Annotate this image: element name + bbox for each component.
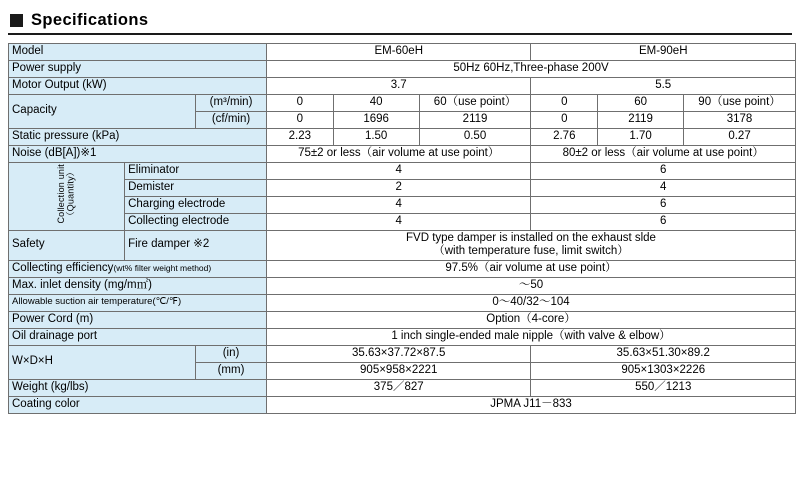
- row-label-inlet-density: Max. inlet density (mg/m㎡): [9, 277, 267, 294]
- row-label-demister: Demister: [125, 179, 267, 196]
- table-row-dimensions-in: [9, 345, 796, 362]
- cell-capacity-m3-col1-b: 40: [333, 94, 419, 111]
- efficiency-label-note: (wt% filter weight method): [113, 262, 212, 273]
- cell-capacity-cf-col2-c: 3178: [684, 111, 796, 128]
- page-heading: [8, 12, 792, 35]
- dimensions-unit-in: (in): [196, 345, 267, 362]
- capacity-unit-cf: (cf/min): [196, 111, 267, 128]
- row-label-charging-electrode: Charging electrode: [125, 196, 267, 213]
- cell-static-col2-a: 2.76: [531, 128, 598, 145]
- cell-dimensions-mm-col1: 905×958×2221: [267, 362, 531, 379]
- table-row-weight: [9, 379, 796, 396]
- table-row-collecting-efficiency: [9, 260, 796, 277]
- table-row-collecting-electrode: [9, 213, 796, 230]
- table-row-noise: [9, 145, 796, 162]
- cell-oil-drainage-value: 1 inch single-ended male nipple（with valve & elbow）: [267, 328, 796, 345]
- table-row-inlet-density: [9, 277, 796, 294]
- cell-inlet-density-value: ～50: [267, 277, 796, 294]
- cell-coating-color-value: JPMA J11－833: [267, 396, 796, 413]
- cell-collecting-electrode-col2: 6: [531, 213, 796, 230]
- square-marker-icon: [10, 14, 23, 27]
- row-label-eliminator: Eliminator: [125, 162, 267, 179]
- table-row-safety: [9, 230, 796, 260]
- table-row-oil-drainage: [9, 328, 796, 345]
- cell-model-em60eh: EM-60eH: [267, 43, 531, 60]
- cell-charging-electrode-col1: 4: [267, 196, 531, 213]
- row-label-collecting-efficiency: [9, 260, 267, 277]
- cell-motor-output-col1: 3.7: [267, 77, 531, 94]
- row-label-dimensions: W×D×H: [9, 345, 196, 379]
- cell-static-col1-a: 2.23: [267, 128, 334, 145]
- safety-line-1: FVD type damper is installed on the exhaust slde: [406, 231, 656, 244]
- cell-capacity-m3-col2-c: 90（use point）: [684, 94, 796, 111]
- row-label-static-pressure: Static pressure (kPa): [9, 128, 267, 145]
- cell-static-col1-b: 1.50: [333, 128, 419, 145]
- cell-static-col1-c: 0.50: [419, 128, 531, 145]
- cell-capacity-cf-col1-a: 0: [267, 111, 334, 128]
- table-row-coating-color: [9, 396, 796, 413]
- cell-noise-col2: 80±2 or less（air volume at use point）: [531, 145, 796, 162]
- table-row-demister: [9, 179, 796, 196]
- cell-capacity-m3-col2-a: 0: [531, 94, 598, 111]
- row-label-power-supply: Power supply: [9, 60, 267, 77]
- cell-capacity-m3-col1-a: 0: [267, 94, 334, 111]
- page-title: Specifications: [31, 11, 149, 29]
- cell-eliminator-col2: 6: [531, 162, 796, 179]
- table-row-motor-output: [9, 77, 796, 94]
- collection-unit-vertical-text: Collection unit （Quantity）: [56, 164, 76, 224]
- specifications-table: [8, 43, 796, 414]
- cell-dimensions-in-col2: 35.63×51.30×89.2: [531, 345, 796, 362]
- safety-line-2: （with temperature fuse, limit switch）: [433, 245, 629, 257]
- row-label-safety: Safety: [9, 230, 125, 260]
- cell-capacity-cf-col2-a: 0: [531, 111, 598, 128]
- cell-model-em90eh: EM-90eH: [531, 43, 796, 60]
- table-row-capacity-m3: [9, 94, 796, 111]
- row-label-power-cord: Power Cord (m): [9, 311, 267, 328]
- cell-collecting-efficiency-value: 97.5%（air volume at use point）: [267, 260, 796, 277]
- cell-capacity-cf-col1-c: 2119: [419, 111, 531, 128]
- cell-power-cord-value: Option（4-core）: [267, 311, 796, 328]
- table-row-power-supply: [9, 60, 796, 77]
- table-row-model: [9, 43, 796, 60]
- cell-capacity-cf-col1-b: 1696: [333, 111, 419, 128]
- row-label-capacity: Capacity: [9, 94, 196, 128]
- row-label-coating-color: Coating color: [9, 396, 267, 413]
- row-label-suction-temperature: Allowable suction air temperature(℃/℉): [9, 294, 267, 311]
- cell-power-supply-value: 50Hz 60Hz,Three-phase 200V: [267, 60, 796, 77]
- cell-static-col2-c: 0.27: [684, 128, 796, 145]
- table-row-power-cord: [9, 311, 796, 328]
- cell-safety-value: [267, 230, 796, 260]
- row-label-weight: Weight (kg/lbs): [9, 379, 267, 396]
- cell-capacity-cf-col2-b: 2119: [598, 111, 684, 128]
- cell-static-col2-b: 1.70: [598, 128, 684, 145]
- cell-suction-temperature-value: 0～40/32～104: [267, 294, 796, 311]
- efficiency-label-main: Collecting efficiency: [12, 261, 114, 274]
- cell-charging-electrode-col2: 6: [531, 196, 796, 213]
- cell-capacity-m3-col1-c: 60（use point）: [419, 94, 531, 111]
- cell-collecting-electrode-col1: 4: [267, 213, 531, 230]
- row-label-model: Model: [9, 43, 267, 60]
- cell-demister-col2: 4: [531, 179, 796, 196]
- row-label-collecting-electrode: Collecting electrode: [125, 213, 267, 230]
- cell-capacity-m3-col2-b: 60: [598, 94, 684, 111]
- cell-eliminator-col1: 4: [267, 162, 531, 179]
- row-label-motor-output: Motor Output (kW): [9, 77, 267, 94]
- capacity-unit-m3: (m³/min): [196, 94, 267, 111]
- cell-noise-col1: 75±2 or less（air volume at use point）: [267, 145, 531, 162]
- table-row-charging-electrode: [9, 196, 796, 213]
- table-row-eliminator: [9, 162, 796, 179]
- cell-weight-col1: 375／827: [267, 379, 531, 396]
- row-label-noise: Noise (dB[A])※1: [9, 145, 267, 162]
- table-row-static-pressure: [9, 128, 796, 145]
- cell-dimensions-in-col1: 35.63×37.72×87.5: [267, 345, 531, 362]
- dimensions-unit-mm: (mm): [196, 362, 267, 379]
- row-label-fire-damper: Fire damper ※2: [125, 230, 267, 260]
- cell-dimensions-mm-col2: 905×1303×2226: [531, 362, 796, 379]
- collection-unit-vertical-label: [9, 162, 125, 230]
- cell-demister-col1: 2: [267, 179, 531, 196]
- row-label-oil-drainage: Oil drainage port: [9, 328, 267, 345]
- table-row-suction-temperature: [9, 294, 796, 311]
- cell-weight-col2: 550／1213: [531, 379, 796, 396]
- cell-motor-output-col2: 5.5: [531, 77, 796, 94]
